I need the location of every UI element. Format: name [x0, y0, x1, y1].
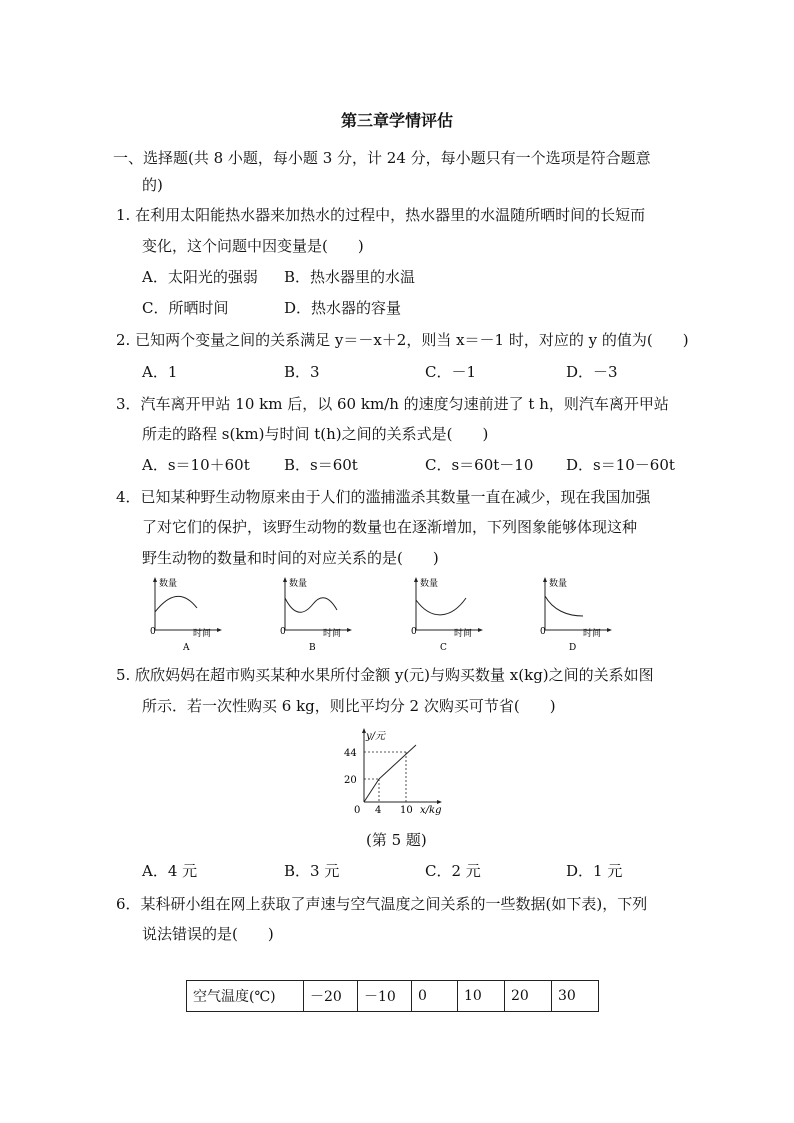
graph-a-origin: 0	[150, 627, 156, 637]
graph-c-ylabel: 数量	[420, 579, 439, 589]
graph-c-letter: C	[440, 643, 447, 653]
q4-graph-b	[273, 574, 353, 654]
q5-x4: 4	[375, 805, 382, 816]
section-heading: 一、选择题(共 8 小题，每小题 3 分，计 24 分，每小题只有一个选项是符合题意	[113, 149, 651, 167]
temperature-table	[186, 980, 599, 1012]
q1-option-d: D．热水器的容量	[284, 299, 402, 317]
q2-option-d: D．－3	[566, 363, 618, 381]
q5-text: 5. 欣欣妈妈在超市购买某种水果所付金额 y(元)与购买数量 x(kg)之间的关系如图	[116, 666, 654, 684]
graph-d-origin: 0	[540, 627, 546, 637]
q3-option-a: A．s＝10＋60t	[142, 456, 250, 474]
q3-text: 3．汽车离开甲站 10 km 后，以 60 km/h 的速度匀速前进了 t h，则汽车离开甲站	[116, 395, 669, 413]
q4-graph-a	[143, 574, 223, 654]
table-header-cell: 空气温度(℃)	[187, 981, 304, 1012]
graph-d-letter: D	[569, 643, 577, 653]
q4-graph-c	[404, 574, 484, 654]
q5-ylabel: y/元	[366, 731, 386, 742]
q6-text: 6．某科研小组在网上获取了声速与空气温度之间关系的一些数据(如下表)，下列	[116, 895, 648, 913]
q5-y44: 44	[344, 748, 357, 759]
q5-graph	[334, 722, 454, 822]
q4-text-cont2: 野生动物的数量和时间的对应关系的是( )	[142, 549, 439, 567]
q3-option-c: C．s＝60t－10	[425, 456, 534, 474]
q1-option-a: A．太阳光的强弱	[142, 268, 258, 286]
graph-d-xlabel: 时间	[583, 629, 602, 639]
graph-b-xlabel: 时间	[323, 629, 342, 639]
table-cell: 30	[552, 981, 599, 1012]
table-cell: 10	[458, 981, 505, 1012]
graph-c-origin: 0	[411, 627, 417, 637]
q2-option-b: B．3	[284, 363, 320, 381]
q5-xlabel: x/kg	[420, 805, 442, 816]
q5-x10: 10	[400, 805, 413, 816]
q5-option-a: A．4 元	[142, 862, 198, 880]
q1-text: 1. 在利用太阳能热水器来加热水的过程中，热水器里的水温随所晒时间的长短而	[116, 206, 646, 224]
q2-option-c: C．－1	[425, 363, 477, 381]
table-cell: －10	[358, 981, 412, 1012]
graph-b-letter: B	[309, 643, 316, 653]
q5-text-cont: 所示．若一次性购买 6 kg，则比平均分 2 次购买可节省( )	[142, 697, 556, 715]
q4-graph-d	[533, 574, 613, 654]
q5-origin: 0	[354, 805, 361, 816]
q5-caption: (第 5 题)	[366, 831, 427, 849]
q1-text-cont: 变化，这个问题中因变量是( )	[142, 237, 364, 255]
q1-option-b: B．热水器里的水温	[284, 268, 416, 286]
table-cell: 0	[412, 981, 458, 1012]
q4-text-cont: 了对它们的保护，该野生动物的数量也在逐渐增加，下列图象能够体现这种	[142, 518, 638, 536]
table-cell: －20	[304, 981, 358, 1012]
graph-a-xlabel: 时间	[193, 629, 212, 639]
page-title: 第三章学情评估	[340, 111, 453, 130]
graph-a-letter: A	[183, 643, 190, 653]
q5-option-b: B．3 元	[284, 862, 340, 880]
table-row	[187, 981, 599, 1012]
q1-option-c: C．所晒时间	[142, 299, 229, 317]
q4-text: 4．已知某种野生动物原来由于人们的滥捕滥杀其数量一直在减少，现在我国加强	[116, 488, 651, 506]
q5-option-c: C．2 元	[425, 862, 481, 880]
graph-b-ylabel: 数量	[289, 579, 308, 589]
graph-c-xlabel: 时间	[454, 629, 473, 639]
section-heading-cont: 的)	[142, 176, 163, 194]
q3-text-cont: 所走的路程 s(km)与时间 t(h)之间的关系式是( )	[142, 425, 489, 443]
q2-text: 2. 已知两个变量之间的关系满足 y＝－x＋2，则当 x＝－1 时，对应的 y 的值为( )	[116, 331, 689, 349]
q6-text-cont: 说法错误的是( )	[142, 925, 274, 943]
q3-option-d: D．s＝10－60t	[566, 456, 675, 474]
q5-y20: 20	[344, 775, 357, 786]
graph-d-ylabel: 数量	[549, 579, 568, 589]
q5-option-d: D．1 元	[566, 862, 623, 880]
graph-b-origin: 0	[280, 627, 286, 637]
q2-option-a: A．1	[142, 363, 178, 381]
table-cell: 20	[505, 981, 552, 1012]
q3-option-b: B．s＝60t	[284, 456, 358, 474]
graph-a-ylabel: 数量	[159, 579, 178, 589]
